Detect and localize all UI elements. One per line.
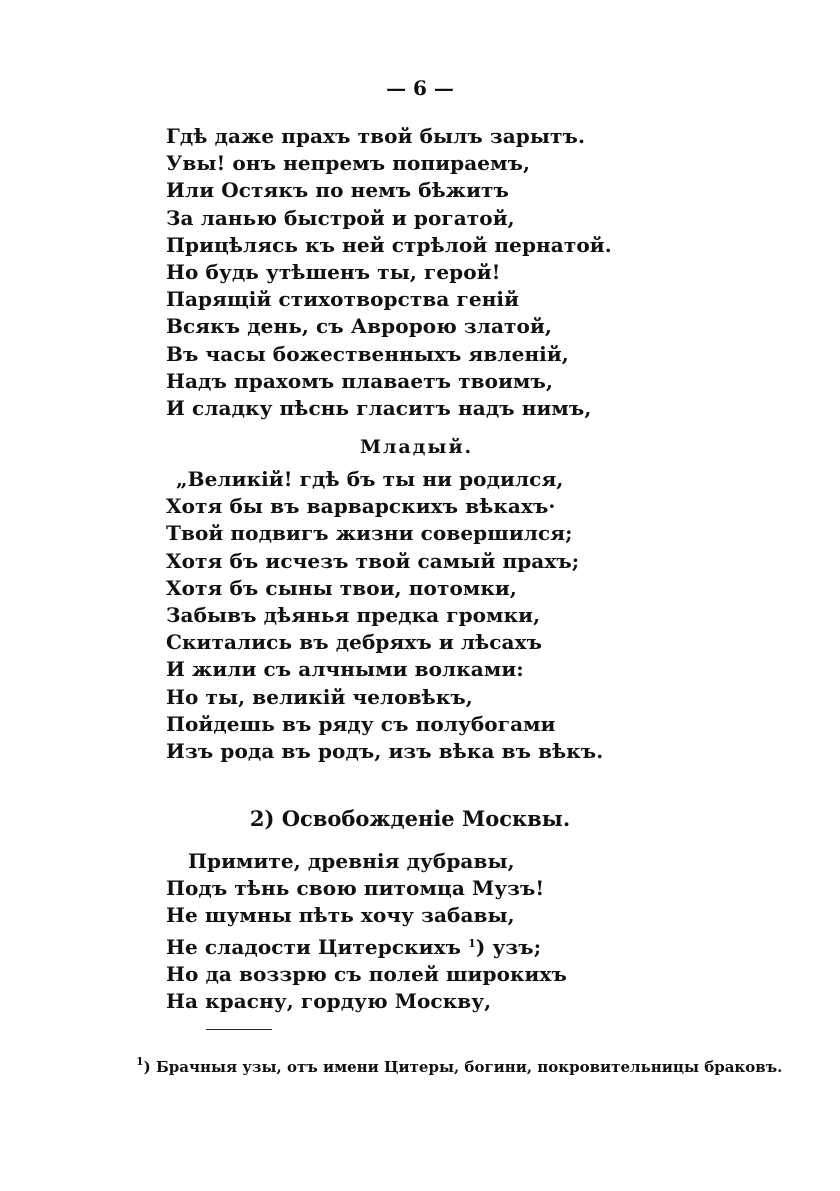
verse-line: Всякъ день, съ Авророю златой, (166, 314, 552, 339)
verse-line: За ланью быстрой и рогатой, (166, 205, 515, 230)
verse-line: Надъ прахомъ плаваетъ твоимъ, (166, 368, 554, 393)
verse-line: И жили съ алчными волками: (166, 657, 524, 682)
verse-line: На красну, гордую Москву, (166, 989, 492, 1014)
verse-line: Прицѣлясь къ ней стрѣлой пернатой. (166, 232, 612, 257)
verse-line: Но будь утѣшенъ ты, герой! (166, 260, 501, 285)
verse-line: „Великій! гдѣ бъ ты ни родился, (176, 467, 564, 491)
stanza-1 (166, 123, 612, 422)
verse-line: Скитались въ дебряхъ и лѣсахъ (166, 630, 543, 655)
verse-line: Или Остякъ по немъ бѣжитъ (166, 178, 509, 203)
speaker-heading: Младый. (360, 436, 474, 458)
stanza-3 (166, 848, 567, 1015)
verse-line: Примите, древнія дубравы, (188, 849, 515, 873)
verse-line: Хотя бъ исчезъ твой самый прахъ; (166, 548, 580, 573)
verse-line: Не шумны пѣть хочу забавы, (166, 903, 515, 928)
verse-line: Но да воззрю съ полей широкихъ (166, 961, 567, 986)
verse-line: Хотя бъ сыны твои, потомки, (166, 575, 517, 600)
stanza-2 (166, 466, 603, 765)
verse-line: Увы! онъ непремъ попираемъ, (166, 151, 531, 176)
verse-line: И сладку пѣснь гласитъ надъ нимъ, (166, 396, 592, 421)
verse-line: Парящій стихотворства геній (166, 287, 520, 312)
footnote (136, 1055, 782, 1076)
verse-line: Гдѣ даже прахъ твой былъ зарытъ. (166, 124, 586, 148)
footnote-text: ) Брачныя узы, отъ имени Цитеры, богини, покровительницы браковъ. (143, 1058, 783, 1076)
footnote-marker: 1 (136, 1055, 144, 1068)
page-number: — 6 — (386, 76, 454, 100)
section-title: 2) Освобожденіе Москвы. (249, 806, 571, 831)
verse-line: Но ты, великій человѣкъ, (166, 684, 473, 709)
verse-line: Твой подвигъ жизни совершился; (166, 521, 573, 546)
verse-line: Въ часы божественныхъ явленій, (166, 341, 569, 366)
verse-line-text: Не сладости Цитерскихъ (166, 934, 462, 959)
verse-line: Забывъ дѣянья предка громки, (166, 603, 541, 628)
verse-line (166, 930, 567, 961)
verse-line: Хотя бы въ варварскихъ вѣкахъ· (166, 494, 556, 519)
verse-line: Изъ рода въ родъ, изъ вѣка въ вѣкъ. (166, 739, 604, 764)
verse-line: Пойдешь въ ряду съ полубогами (166, 711, 556, 736)
footnote-ref: 1 (468, 936, 476, 950)
footnote-divider (206, 1029, 272, 1030)
verse-line: Подъ тѣнь свою питомца Музъ! (166, 876, 545, 901)
verse-line-text: ) узъ; (475, 934, 542, 959)
